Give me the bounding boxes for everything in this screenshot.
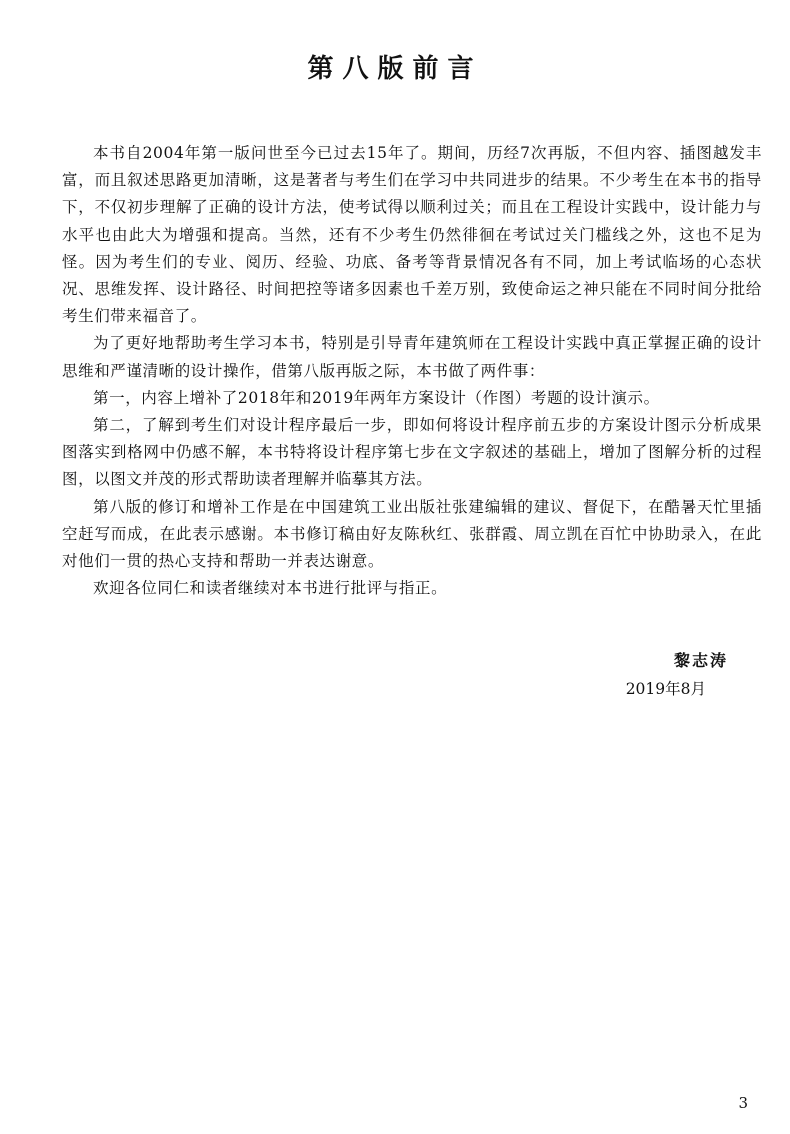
page-title: 第八版前言	[307, 54, 483, 84]
paragraph: 第一，内容上增补了2018年和2019年两年方案设计（作图）考题的设计演示。	[93, 388, 660, 407]
paragraph: 为了更好地帮助考生学习本书，特别是引导青年建筑师在工程设计实践中真正掌握正确的设计思维和严谨清晰的设计操作，借第八版再版之际，本书做了两件事：	[62, 334, 762, 380]
paragraph: 第二，了解到考生们对设计程序最后一步，即如何将设计程序前五步的方案设计图示分析成果图落实到格网中仍感不解，本书特将设计程序第七步在文字叙述的基础上，增加了图解分析的过程图，以图文并茂的形式帮助读者理解并临摹其方法。	[62, 416, 762, 489]
paragraph: 第八版的修订和增补工作是在中国建筑工业出版社张建编辑的建议、督促下，在酷暑天忙里插空赶写而成，在此表示感谢。本书修订稿由好友陈秋红、张群霞、周立凯在百忙中协助录入，在此对他们一贯的热心支持和帮助一并表达谢意。	[62, 497, 762, 571]
paragraph: 欢迎各位同仁和读者继续对本书进行批评与指正。	[93, 579, 448, 598]
page-number: 3	[738, 1094, 748, 1112]
signature-block	[626, 647, 728, 703]
preface-body	[62, 140, 762, 602]
paragraph: 本书自2004年第一版问世至今已过去15年了。期间，历经7次再版，不但内容、插图越发丰富，而且叙述思路更加清晰，这是著者与考生们在学习中共同进步的结果。不少考生在本书的指导下，不仅初步理解了正确的设计方法，使考试得以顺利过关；而且在工程设计实践中，设计能力与水平也由此大为增强和提高。当然，还有不少考生仍然徘徊在考试过关门槛线之外，这也不足为怪。因为考生们的专业、阅历、经验、功底、备考等背景情况各有不同，加上考试临场的心态状况、思维发挥、设计路径、时间把控等诸多因素也千差万别，致使命运之神只能在不同时间分批给考生们带来福音了。	[62, 144, 762, 326]
author-name: 黎志涛	[673, 651, 728, 670]
signature-date: 2019年8月	[625, 680, 706, 698]
